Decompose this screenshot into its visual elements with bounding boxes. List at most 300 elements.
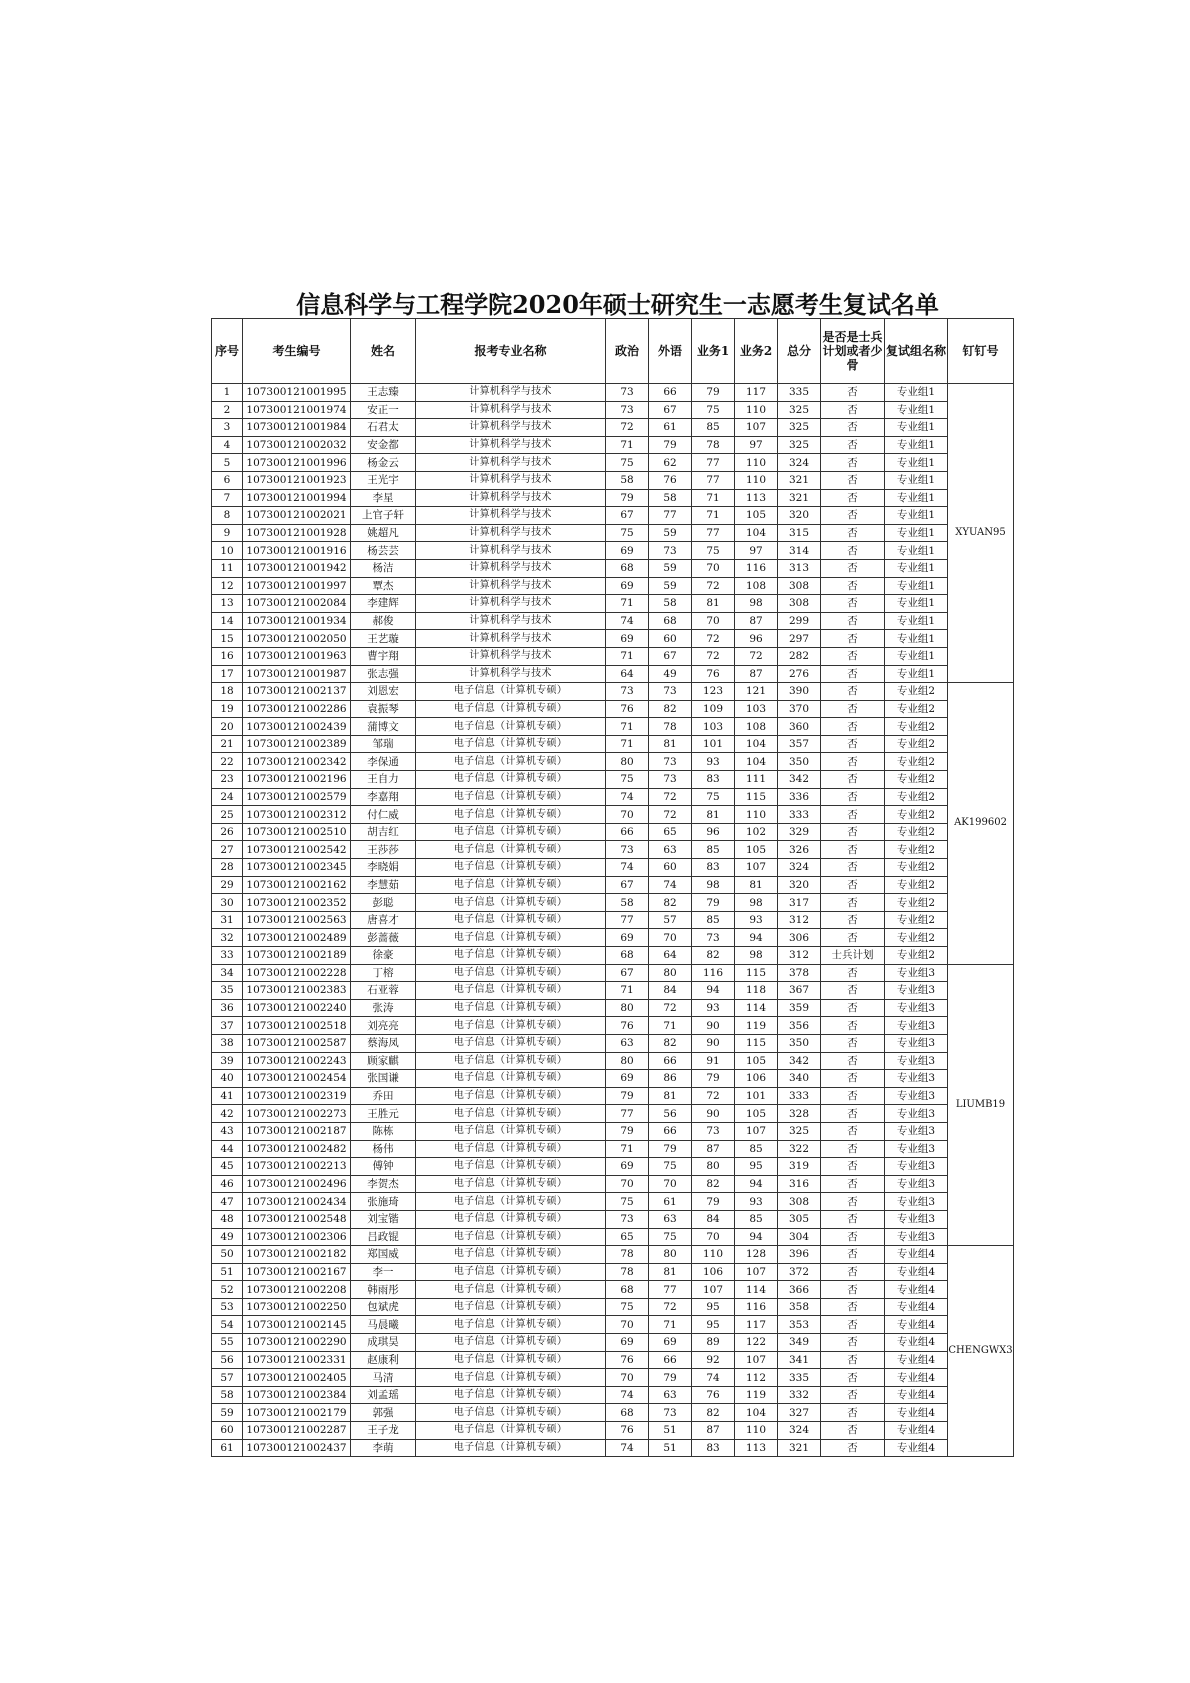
table-row bbox=[212, 823, 1014, 841]
subject2-cell: 101 bbox=[735, 1087, 778, 1105]
language-cell: 72 bbox=[649, 788, 692, 806]
group-cell: 专业组4 bbox=[885, 1316, 948, 1334]
name-cell: 彭聪 bbox=[351, 894, 416, 912]
student-id-cell: 107300121002518 bbox=[243, 1017, 351, 1035]
seq-cell: 2 bbox=[212, 401, 243, 419]
politics-cell: 71 bbox=[606, 595, 649, 613]
student-id-cell: 107300121002189 bbox=[243, 947, 351, 965]
student-id-cell: 107300121002273 bbox=[243, 1105, 351, 1123]
subject2-cell: 105 bbox=[735, 841, 778, 859]
student-id-cell: 107300121001994 bbox=[243, 489, 351, 507]
name-cell: 蔡海凤 bbox=[351, 1034, 416, 1052]
seq-cell: 49 bbox=[212, 1228, 243, 1246]
table-row bbox=[212, 630, 1014, 648]
table-row bbox=[212, 436, 1014, 454]
politics-cell: 75 bbox=[606, 1298, 649, 1316]
name-cell: 李嘉翔 bbox=[351, 788, 416, 806]
total-cell: 321 bbox=[778, 1439, 821, 1457]
student-id-cell: 107300121002319 bbox=[243, 1087, 351, 1105]
special-plan-cell: 否 bbox=[821, 542, 885, 560]
name-cell: 杨芸芸 bbox=[351, 542, 416, 560]
student-id-cell: 107300121002437 bbox=[243, 1439, 351, 1457]
subject1-cell: 73 bbox=[692, 929, 735, 947]
total-cell: 357 bbox=[778, 735, 821, 753]
table-row bbox=[212, 735, 1014, 753]
special-plan-cell: 否 bbox=[821, 1158, 885, 1176]
total-cell: 396 bbox=[778, 1246, 821, 1264]
seq-cell: 22 bbox=[212, 753, 243, 771]
table-row bbox=[212, 683, 1014, 701]
subject1-cell: 84 bbox=[692, 1210, 735, 1228]
subject1-cell: 71 bbox=[692, 489, 735, 507]
subject2-cell: 105 bbox=[735, 1052, 778, 1070]
language-cell: 69 bbox=[649, 1334, 692, 1352]
language-cell: 73 bbox=[649, 1404, 692, 1422]
subject1-cell: 72 bbox=[692, 577, 735, 595]
subject1-cell: 85 bbox=[692, 419, 735, 437]
language-cell: 73 bbox=[649, 683, 692, 701]
subject2-cell: 110 bbox=[735, 806, 778, 824]
group-cell: 专业组1 bbox=[885, 489, 948, 507]
language-cell: 65 bbox=[649, 823, 692, 841]
politics-cell: 68 bbox=[606, 1404, 649, 1422]
header-dingtalk: 钉钉号 bbox=[948, 319, 1014, 384]
subject2-cell: 104 bbox=[735, 735, 778, 753]
special-plan-cell: 否 bbox=[821, 1422, 885, 1440]
table-row bbox=[212, 876, 1014, 894]
special-plan-cell: 否 bbox=[821, 964, 885, 982]
student-id-cell: 107300121002287 bbox=[243, 1422, 351, 1440]
politics-cell: 71 bbox=[606, 982, 649, 1000]
name-cell: 刘亮亮 bbox=[351, 1017, 416, 1035]
subject1-cell: 73 bbox=[692, 1122, 735, 1140]
major-cell: 电子信息（计算机专硕） bbox=[416, 1175, 606, 1193]
language-cell: 80 bbox=[649, 1246, 692, 1264]
special-plan-cell: 否 bbox=[821, 1316, 885, 1334]
major-cell: 电子信息（计算机专硕） bbox=[416, 1140, 606, 1158]
politics-cell: 73 bbox=[606, 683, 649, 701]
group-cell: 专业组3 bbox=[885, 1210, 948, 1228]
special-plan-cell: 否 bbox=[821, 1351, 885, 1369]
politics-cell: 75 bbox=[606, 1193, 649, 1211]
name-cell: 李晓娟 bbox=[351, 859, 416, 877]
language-cell: 71 bbox=[649, 1017, 692, 1035]
name-cell: 徐豪 bbox=[351, 947, 416, 965]
name-cell: 安正一 bbox=[351, 401, 416, 419]
student-id-cell: 107300121002331 bbox=[243, 1351, 351, 1369]
subject1-cell: 72 bbox=[692, 630, 735, 648]
table-row bbox=[212, 700, 1014, 718]
politics-cell: 65 bbox=[606, 1228, 649, 1246]
group-cell: 专业组3 bbox=[885, 1228, 948, 1246]
name-cell: 唐喜才 bbox=[351, 911, 416, 929]
total-cell: 321 bbox=[778, 471, 821, 489]
subject2-cell: 107 bbox=[735, 1351, 778, 1369]
student-id-cell: 107300121001942 bbox=[243, 559, 351, 577]
special-plan-cell: 否 bbox=[821, 1122, 885, 1140]
special-plan-cell: 否 bbox=[821, 1087, 885, 1105]
table-row bbox=[212, 524, 1014, 542]
seq-cell: 5 bbox=[212, 454, 243, 472]
seq-cell: 17 bbox=[212, 665, 243, 683]
subject1-cell: 74 bbox=[692, 1369, 735, 1387]
table-row bbox=[212, 612, 1014, 630]
language-cell: 72 bbox=[649, 806, 692, 824]
table-row bbox=[212, 1369, 1014, 1387]
major-cell: 电子信息（计算机专硕） bbox=[416, 806, 606, 824]
language-cell: 73 bbox=[649, 753, 692, 771]
major-cell: 电子信息（计算机专硕） bbox=[416, 683, 606, 701]
student-id-cell: 107300121002383 bbox=[243, 982, 351, 1000]
total-cell: 333 bbox=[778, 1087, 821, 1105]
table-row bbox=[212, 1281, 1014, 1299]
student-id-cell: 107300121002482 bbox=[243, 1140, 351, 1158]
header-language: 外语 bbox=[649, 319, 692, 384]
special-plan-cell: 否 bbox=[821, 735, 885, 753]
special-plan-cell: 否 bbox=[821, 1210, 885, 1228]
group-cell: 专业组2 bbox=[885, 806, 948, 824]
politics-cell: 58 bbox=[606, 894, 649, 912]
student-id-cell: 107300121002587 bbox=[243, 1034, 351, 1052]
language-cell: 82 bbox=[649, 700, 692, 718]
group-cell: 专业组1 bbox=[885, 630, 948, 648]
header-group: 复试组名称 bbox=[885, 319, 948, 384]
seq-cell: 43 bbox=[212, 1122, 243, 1140]
subject2-cell: 97 bbox=[735, 436, 778, 454]
student-id-cell: 107300121001996 bbox=[243, 454, 351, 472]
total-cell: 305 bbox=[778, 1210, 821, 1228]
language-cell: 66 bbox=[649, 384, 692, 402]
group-cell: 专业组1 bbox=[885, 507, 948, 525]
subject2-cell: 119 bbox=[735, 1386, 778, 1404]
student-id-cell: 107300121002454 bbox=[243, 1070, 351, 1088]
language-cell: 79 bbox=[649, 1369, 692, 1387]
student-id-cell: 107300121001934 bbox=[243, 612, 351, 630]
language-cell: 75 bbox=[649, 1228, 692, 1246]
header-major: 报考专业名称 bbox=[416, 319, 606, 384]
major-cell: 电子信息（计算机专硕） bbox=[416, 894, 606, 912]
major-cell: 计算机科学与技术 bbox=[416, 454, 606, 472]
language-cell: 82 bbox=[649, 894, 692, 912]
subject2-cell: 87 bbox=[735, 612, 778, 630]
name-cell: 傅钟 bbox=[351, 1158, 416, 1176]
major-cell: 电子信息（计算机专硕） bbox=[416, 1087, 606, 1105]
seq-cell: 57 bbox=[212, 1369, 243, 1387]
subject2-cell: 94 bbox=[735, 1228, 778, 1246]
major-cell: 电子信息（计算机专硕） bbox=[416, 1070, 606, 1088]
seq-cell: 29 bbox=[212, 876, 243, 894]
student-id-cell: 107300121002208 bbox=[243, 1281, 351, 1299]
major-cell: 计算机科学与技术 bbox=[416, 471, 606, 489]
subject2-cell: 104 bbox=[735, 1404, 778, 1422]
subject2-cell: 114 bbox=[735, 999, 778, 1017]
seq-cell: 46 bbox=[212, 1175, 243, 1193]
total-cell: 350 bbox=[778, 753, 821, 771]
politics-cell: 72 bbox=[606, 419, 649, 437]
subject2-cell: 112 bbox=[735, 1369, 778, 1387]
group-cell: 专业组1 bbox=[885, 542, 948, 560]
group-cell: 专业组3 bbox=[885, 1070, 948, 1088]
table-row bbox=[212, 665, 1014, 683]
subject2-cell: 115 bbox=[735, 1034, 778, 1052]
group-cell: 专业组4 bbox=[885, 1439, 948, 1457]
subject2-cell: 102 bbox=[735, 823, 778, 841]
major-cell: 计算机科学与技术 bbox=[416, 630, 606, 648]
language-cell: 63 bbox=[649, 841, 692, 859]
language-cell: 77 bbox=[649, 507, 692, 525]
name-cell: 石亚蓉 bbox=[351, 982, 416, 1000]
seq-cell: 30 bbox=[212, 894, 243, 912]
table-row bbox=[212, 1404, 1014, 1422]
language-cell: 51 bbox=[649, 1422, 692, 1440]
subject2-cell: 116 bbox=[735, 559, 778, 577]
student-id-cell: 107300121002179 bbox=[243, 1404, 351, 1422]
subject1-cell: 83 bbox=[692, 771, 735, 789]
language-cell: 77 bbox=[649, 1281, 692, 1299]
group-cell: 专业组4 bbox=[885, 1351, 948, 1369]
group-cell: 专业组1 bbox=[885, 595, 948, 613]
group-cell: 专业组1 bbox=[885, 471, 948, 489]
subject2-cell: 106 bbox=[735, 1070, 778, 1088]
subject2-cell: 98 bbox=[735, 947, 778, 965]
name-cell: 姚超凡 bbox=[351, 524, 416, 542]
subject2-cell: 119 bbox=[735, 1017, 778, 1035]
politics-cell: 77 bbox=[606, 1105, 649, 1123]
name-cell: 赵康利 bbox=[351, 1351, 416, 1369]
total-cell: 308 bbox=[778, 1193, 821, 1211]
major-cell: 电子信息（计算机专硕） bbox=[416, 735, 606, 753]
language-cell: 64 bbox=[649, 947, 692, 965]
group-cell: 专业组2 bbox=[885, 735, 948, 753]
student-id-cell: 107300121002187 bbox=[243, 1122, 351, 1140]
group-cell: 专业组3 bbox=[885, 1193, 948, 1211]
subject2-cell: 128 bbox=[735, 1246, 778, 1264]
politics-cell: 80 bbox=[606, 1052, 649, 1070]
subject1-cell: 95 bbox=[692, 1298, 735, 1316]
total-cell: 312 bbox=[778, 947, 821, 965]
subject1-cell: 77 bbox=[692, 524, 735, 542]
table-row bbox=[212, 947, 1014, 965]
language-cell: 59 bbox=[649, 559, 692, 577]
total-cell: 335 bbox=[778, 384, 821, 402]
name-cell: 郑国威 bbox=[351, 1246, 416, 1264]
subject2-cell: 103 bbox=[735, 700, 778, 718]
total-cell: 327 bbox=[778, 1404, 821, 1422]
subject2-cell: 107 bbox=[735, 1263, 778, 1281]
table-row bbox=[212, 1140, 1014, 1158]
language-cell: 57 bbox=[649, 911, 692, 929]
seq-cell: 42 bbox=[212, 1105, 243, 1123]
name-cell: 李萌 bbox=[351, 1439, 416, 1457]
politics-cell: 76 bbox=[606, 1351, 649, 1369]
group-cell: 专业组1 bbox=[885, 577, 948, 595]
total-cell: 329 bbox=[778, 823, 821, 841]
major-cell: 电子信息（计算机专硕） bbox=[416, 1228, 606, 1246]
language-cell: 74 bbox=[649, 876, 692, 894]
language-cell: 66 bbox=[649, 1052, 692, 1070]
student-id-cell: 107300121001997 bbox=[243, 577, 351, 595]
special-plan-cell: 否 bbox=[821, 401, 885, 419]
special-plan-cell: 否 bbox=[821, 559, 885, 577]
total-cell: 325 bbox=[778, 1122, 821, 1140]
name-cell: 郭强 bbox=[351, 1404, 416, 1422]
student-id-cell: 107300121002021 bbox=[243, 507, 351, 525]
group-cell: 专业组3 bbox=[885, 1175, 948, 1193]
name-cell: 李一 bbox=[351, 1263, 416, 1281]
special-plan-cell: 否 bbox=[821, 788, 885, 806]
politics-cell: 70 bbox=[606, 1316, 649, 1334]
language-cell: 81 bbox=[649, 735, 692, 753]
politics-cell: 80 bbox=[606, 999, 649, 1017]
special-plan-cell: 否 bbox=[821, 1439, 885, 1457]
seq-cell: 23 bbox=[212, 771, 243, 789]
table-row bbox=[212, 1105, 1014, 1123]
subject1-cell: 90 bbox=[692, 1034, 735, 1052]
special-plan-cell: 否 bbox=[821, 1334, 885, 1352]
major-cell: 计算机科学与技术 bbox=[416, 384, 606, 402]
language-cell: 70 bbox=[649, 929, 692, 947]
seq-cell: 21 bbox=[212, 735, 243, 753]
total-cell: 320 bbox=[778, 507, 821, 525]
language-cell: 73 bbox=[649, 542, 692, 560]
language-cell: 61 bbox=[649, 1193, 692, 1211]
name-cell: 李慧茹 bbox=[351, 876, 416, 894]
politics-cell: 79 bbox=[606, 1087, 649, 1105]
subject2-cell: 110 bbox=[735, 454, 778, 472]
total-cell: 328 bbox=[778, 1105, 821, 1123]
total-cell: 366 bbox=[778, 1281, 821, 1299]
major-cell: 电子信息（计算机专硕） bbox=[416, 1210, 606, 1228]
major-cell: 电子信息（计算机专硕） bbox=[416, 929, 606, 947]
special-plan-cell: 否 bbox=[821, 1386, 885, 1404]
student-id-cell: 107300121002542 bbox=[243, 841, 351, 859]
name-cell: 彭蔷薇 bbox=[351, 929, 416, 947]
group-cell: 专业组1 bbox=[885, 384, 948, 402]
name-cell: 杨金云 bbox=[351, 454, 416, 472]
table-row bbox=[212, 577, 1014, 595]
major-cell: 电子信息（计算机专硕） bbox=[416, 1263, 606, 1281]
major-cell: 电子信息（计算机专硕） bbox=[416, 841, 606, 859]
special-plan-cell: 否 bbox=[821, 419, 885, 437]
group-cell: 专业组4 bbox=[885, 1281, 948, 1299]
total-cell: 322 bbox=[778, 1140, 821, 1158]
total-cell: 333 bbox=[778, 806, 821, 824]
language-cell: 63 bbox=[649, 1210, 692, 1228]
total-cell: 325 bbox=[778, 419, 821, 437]
seq-cell: 19 bbox=[212, 700, 243, 718]
special-plan-cell: 士兵计划 bbox=[821, 947, 885, 965]
language-cell: 66 bbox=[649, 1122, 692, 1140]
total-cell: 314 bbox=[778, 542, 821, 560]
major-cell: 计算机科学与技术 bbox=[416, 559, 606, 577]
language-cell: 73 bbox=[649, 771, 692, 789]
subject2-cell: 98 bbox=[735, 894, 778, 912]
seq-cell: 40 bbox=[212, 1070, 243, 1088]
subject1-cell: 70 bbox=[692, 1228, 735, 1246]
table-row bbox=[212, 859, 1014, 877]
special-plan-cell: 否 bbox=[821, 1105, 885, 1123]
politics-cell: 67 bbox=[606, 964, 649, 982]
special-plan-cell: 否 bbox=[821, 1369, 885, 1387]
group-cell: 专业组2 bbox=[885, 771, 948, 789]
politics-cell: 68 bbox=[606, 1281, 649, 1299]
total-cell: 342 bbox=[778, 771, 821, 789]
special-plan-cell: 否 bbox=[821, 718, 885, 736]
politics-cell: 68 bbox=[606, 559, 649, 577]
politics-cell: 71 bbox=[606, 1140, 649, 1158]
major-cell: 电子信息（计算机专硕） bbox=[416, 1105, 606, 1123]
language-cell: 67 bbox=[649, 401, 692, 419]
subject2-cell: 96 bbox=[735, 630, 778, 648]
table-row bbox=[212, 1052, 1014, 1070]
group-cell: 专业组2 bbox=[885, 911, 948, 929]
table-row bbox=[212, 894, 1014, 912]
student-id-cell: 107300121002167 bbox=[243, 1263, 351, 1281]
table-row bbox=[212, 542, 1014, 560]
table-row bbox=[212, 806, 1014, 824]
group-cell: 专业组3 bbox=[885, 1158, 948, 1176]
politics-cell: 76 bbox=[606, 700, 649, 718]
subject1-cell: 90 bbox=[692, 1105, 735, 1123]
seq-cell: 11 bbox=[212, 559, 243, 577]
header-row bbox=[212, 319, 1014, 384]
major-cell: 电子信息（计算机专硕） bbox=[416, 1034, 606, 1052]
politics-cell: 74 bbox=[606, 1439, 649, 1457]
header-total: 总分 bbox=[778, 319, 821, 384]
total-cell: 359 bbox=[778, 999, 821, 1017]
politics-cell: 75 bbox=[606, 454, 649, 472]
special-plan-cell: 否 bbox=[821, 700, 885, 718]
special-plan-cell: 否 bbox=[821, 1017, 885, 1035]
politics-cell: 78 bbox=[606, 1246, 649, 1264]
politics-cell: 79 bbox=[606, 1122, 649, 1140]
total-cell: 350 bbox=[778, 1034, 821, 1052]
table-row bbox=[212, 1298, 1014, 1316]
seq-cell: 14 bbox=[212, 612, 243, 630]
table-row bbox=[212, 401, 1014, 419]
total-cell: 308 bbox=[778, 577, 821, 595]
total-cell: 341 bbox=[778, 1351, 821, 1369]
subject1-cell: 98 bbox=[692, 876, 735, 894]
student-id-cell: 107300121002243 bbox=[243, 1052, 351, 1070]
name-cell: 吕政锟 bbox=[351, 1228, 416, 1246]
subject2-cell: 108 bbox=[735, 718, 778, 736]
language-cell: 70 bbox=[649, 1175, 692, 1193]
seq-cell: 33 bbox=[212, 947, 243, 965]
seq-cell: 13 bbox=[212, 595, 243, 613]
politics-cell: 71 bbox=[606, 718, 649, 736]
total-cell: 324 bbox=[778, 1422, 821, 1440]
group-cell: 专业组2 bbox=[885, 947, 948, 965]
name-cell: 王莎莎 bbox=[351, 841, 416, 859]
major-cell: 电子信息（计算机专硕） bbox=[416, 771, 606, 789]
name-cell: 刘宝锴 bbox=[351, 1210, 416, 1228]
seq-cell: 27 bbox=[212, 841, 243, 859]
student-id-cell: 107300121002352 bbox=[243, 894, 351, 912]
seq-cell: 37 bbox=[212, 1017, 243, 1035]
politics-cell: 69 bbox=[606, 929, 649, 947]
subject1-cell: 81 bbox=[692, 595, 735, 613]
student-id-cell: 107300121002496 bbox=[243, 1175, 351, 1193]
major-cell: 电子信息（计算机专硕） bbox=[416, 1422, 606, 1440]
student-id-cell: 107300121001984 bbox=[243, 419, 351, 437]
seq-cell: 53 bbox=[212, 1298, 243, 1316]
subject1-cell: 89 bbox=[692, 1334, 735, 1352]
student-id-cell: 107300121002405 bbox=[243, 1369, 351, 1387]
name-cell: 韩雨彤 bbox=[351, 1281, 416, 1299]
group-cell: 专业组3 bbox=[885, 1052, 948, 1070]
language-cell: 84 bbox=[649, 982, 692, 1000]
